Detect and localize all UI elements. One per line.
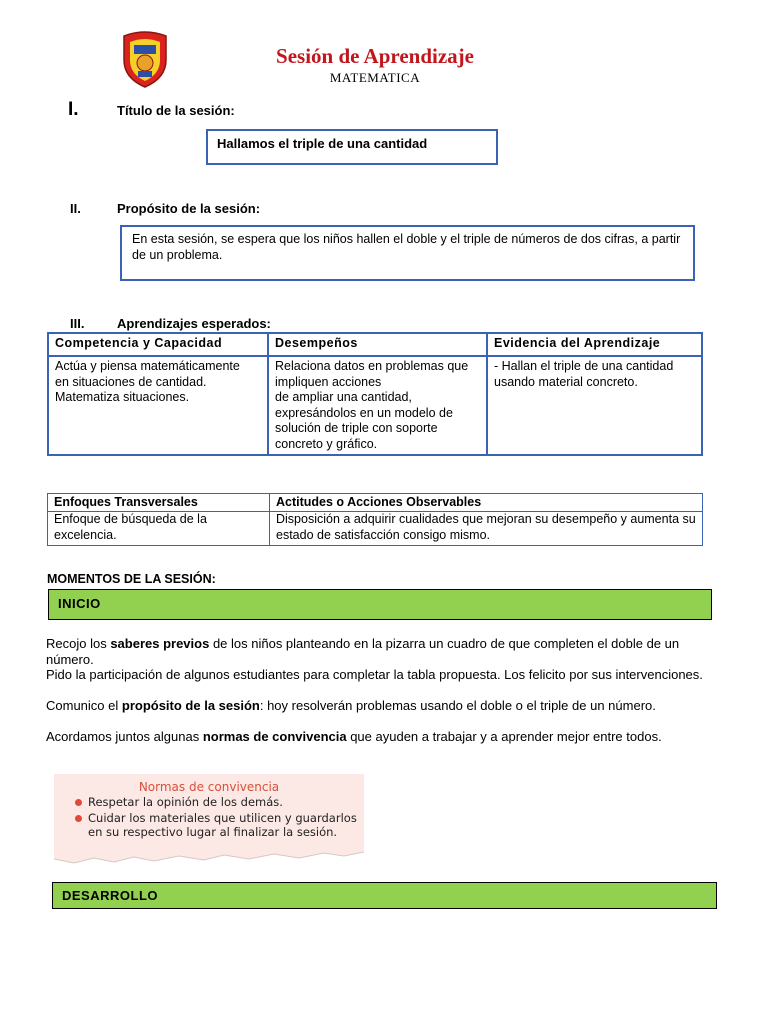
- section-2-number: II.: [70, 201, 81, 216]
- inicio-paragraph-1: Recojo los saberes previos de los niños planteando en la pizarra un cuadro de que completen el doble de un número.: [46, 636, 680, 667]
- approach-table-header: [48, 494, 703, 512]
- cell-actitudes: Disposición a adquirir cualidades que mejoran su desempeño y aumenta su estado de satisfacción consigo mismo.: [270, 512, 703, 546]
- cell-competencia: Actúa y piensa matemáticamente en situaciones de cantidad. Matematiza situaciones.: [48, 356, 268, 455]
- section-3-label: Aprendizajes esperados:: [117, 316, 271, 331]
- header-competencia: Competencia y Capacidad: [48, 333, 268, 356]
- inicio-bar: INICIO: [48, 589, 712, 620]
- bullet-icon: [75, 799, 82, 806]
- learning-table: [47, 332, 703, 456]
- section-2-label: Propósito de la sesión:: [117, 201, 261, 216]
- cell-evidencia: - Hallan el triple de una cantidad usando material concreto.: [487, 356, 702, 455]
- cell-desempenos: Relaciona datos en problemas que impliquen acciones de ampliar una cantidad, expresándolos en un modelo de solución de triple con soporte concreto y gráfico.: [268, 356, 487, 455]
- inicio-paragraph-2: Pido la participación de algunos estudiantes para completar la tabla propuesta. Los felicito por sus intervenciones.: [46, 667, 703, 682]
- moments-heading: MOMENTOS DE LA SESIÓN:: [47, 572, 216, 586]
- header-enfoques: Enfoques Transversales: [48, 494, 270, 512]
- session-title-box: Hallamos el triple de una cantidad: [206, 129, 498, 165]
- section-1-label: Título de la sesión:: [117, 103, 235, 118]
- header-actitudes: Actitudes o Acciones Observables: [270, 494, 703, 512]
- torn-paper-edge: [54, 840, 364, 868]
- cell-enfoque: Enfoque de búsqueda de la excelencia.: [48, 512, 270, 546]
- approach-table: [47, 493, 703, 546]
- norms-card-title: Normas de convivencia: [138, 780, 280, 794]
- session-purpose-box: En esta sesión, se espera que los niños hallen el doble y el triple de números de dos cifras, a partir de un problema.: [120, 225, 695, 281]
- section-1-number: I.: [68, 99, 79, 120]
- header-desempenos: Desempeños: [268, 333, 487, 356]
- school-crest-logo: [120, 30, 170, 88]
- learning-table-header: [48, 333, 702, 356]
- document-subtitle: MATEMATICA: [329, 70, 421, 85]
- norm-item-1: Respetar la opinión de los demás.: [88, 795, 283, 809]
- table-row: [48, 512, 703, 546]
- section-3-number: III.: [70, 316, 85, 331]
- bullet-icon: [75, 815, 82, 822]
- table-row: [48, 356, 702, 455]
- desarrollo-bar: DESARROLLO: [52, 882, 717, 909]
- document-title: Sesión de Aprendizaje: [276, 44, 474, 68]
- norm-item-2: Cuidar los materiales que utilicen y guardarlos en su respectivo lugar al finalizar la sesión.: [88, 811, 357, 839]
- inicio-paragraph-4: Acordamos juntos algunas normas de convivencia que ayuden a trabajar y a aprender mejor entre todos.: [46, 729, 662, 744]
- header-evidencia: Evidencia del Aprendizaje: [487, 333, 702, 356]
- inicio-paragraph-3: Comunico el propósito de la sesión: hoy resolverán problemas usando el doble o el triple de un número.: [46, 698, 656, 713]
